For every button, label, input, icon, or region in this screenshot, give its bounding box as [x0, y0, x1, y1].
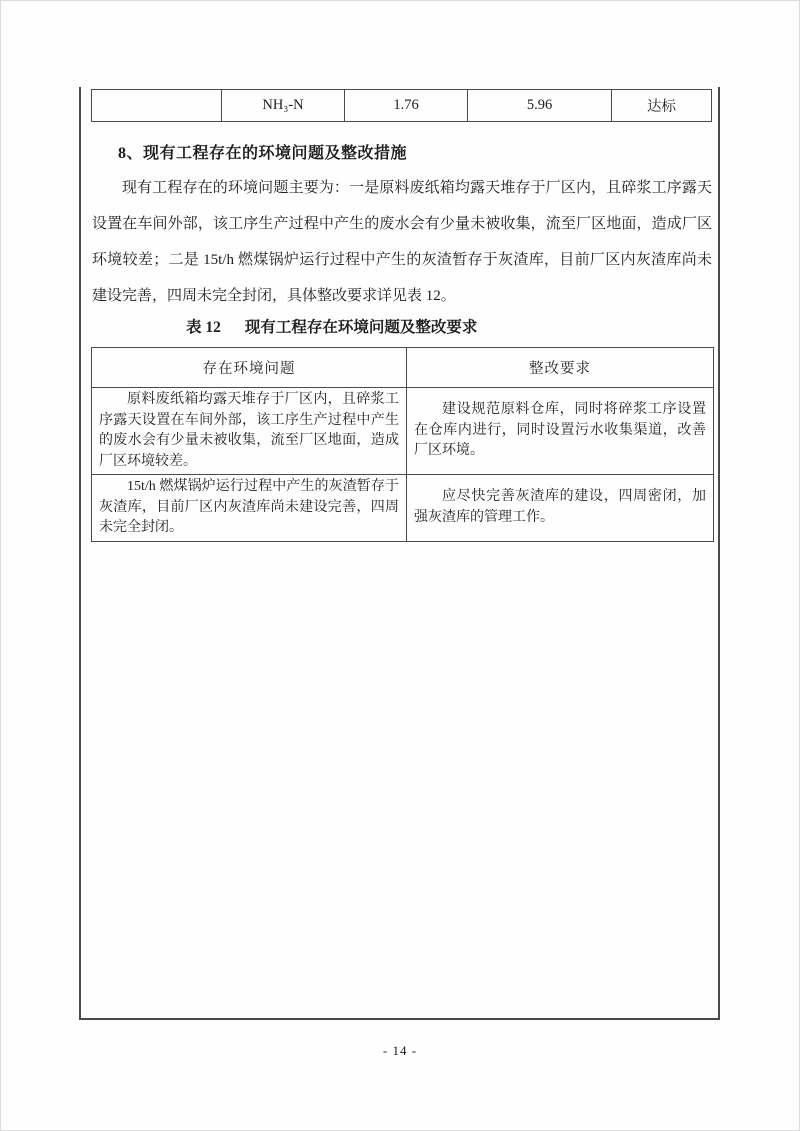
requirement-cell: 应尽快完善灰渣库的建设，四周密闭，加强灰渣库的管理工作。	[407, 475, 714, 542]
result-cell: 达标	[612, 90, 712, 122]
header-requirement: 整改要求	[407, 348, 714, 388]
table12-title: 现有工程存在环境问题及整改要求	[244, 319, 478, 336]
problem-cell: 15t/h 燃煤锅炉运行过程中产生的灰渣暂存于灰渣库，目前厂区内灰渣库尚未建设完善，四周未完全封闭。	[92, 475, 407, 542]
page-number: - 14 -	[382, 1043, 418, 1058]
table12	[91, 347, 714, 542]
value-cell: 1.76	[345, 90, 468, 122]
section-paragraph: 现有工程存在的环境问题主要为：一是原料废纸箱均露天堆存于厂区内，且碎浆工序露天设置在车间外部，该工序生产过程中产生的废水会有少量未被收集，流至厂区地面，造成厂区环境较差；二是 15t/h 燃煤锅炉运行过程中产生的灰渣暂存于灰渣库，目前厂区内灰渣库尚未建设完善，四周未完全封闭，具体整改要求详见表 12。	[92, 180, 712, 304]
table-row	[92, 388, 714, 475]
table-row	[92, 90, 712, 122]
table12-label: 表 12	[186, 319, 221, 336]
pollutant-cell: NH₃-N	[222, 90, 345, 122]
section-heading: 8、现有工程存在的环境问题及整改措施	[118, 145, 408, 162]
limit-cell: 5.96	[468, 90, 612, 122]
monitoring-table-continuation-row	[91, 89, 712, 122]
table-header-row	[92, 348, 714, 388]
problem-cell: 原料废纸箱均露天堆存于厂区内，且碎浆工序露天设置在车间外部，该工序生产过程中产生的废水会有少量未被收集，流至厂区地面，造成厂区环境较差。	[92, 388, 407, 475]
header-problem: 存在环境问题	[92, 348, 407, 388]
table12-caption	[186, 315, 477, 337]
table-row	[92, 475, 714, 542]
requirement-cell: 建设规范原料仓库，同时将碎浆工序设置在仓库内进行，同时设置污水收集渠道，改善厂区环境。	[407, 388, 714, 475]
empty-cell	[92, 90, 222, 122]
